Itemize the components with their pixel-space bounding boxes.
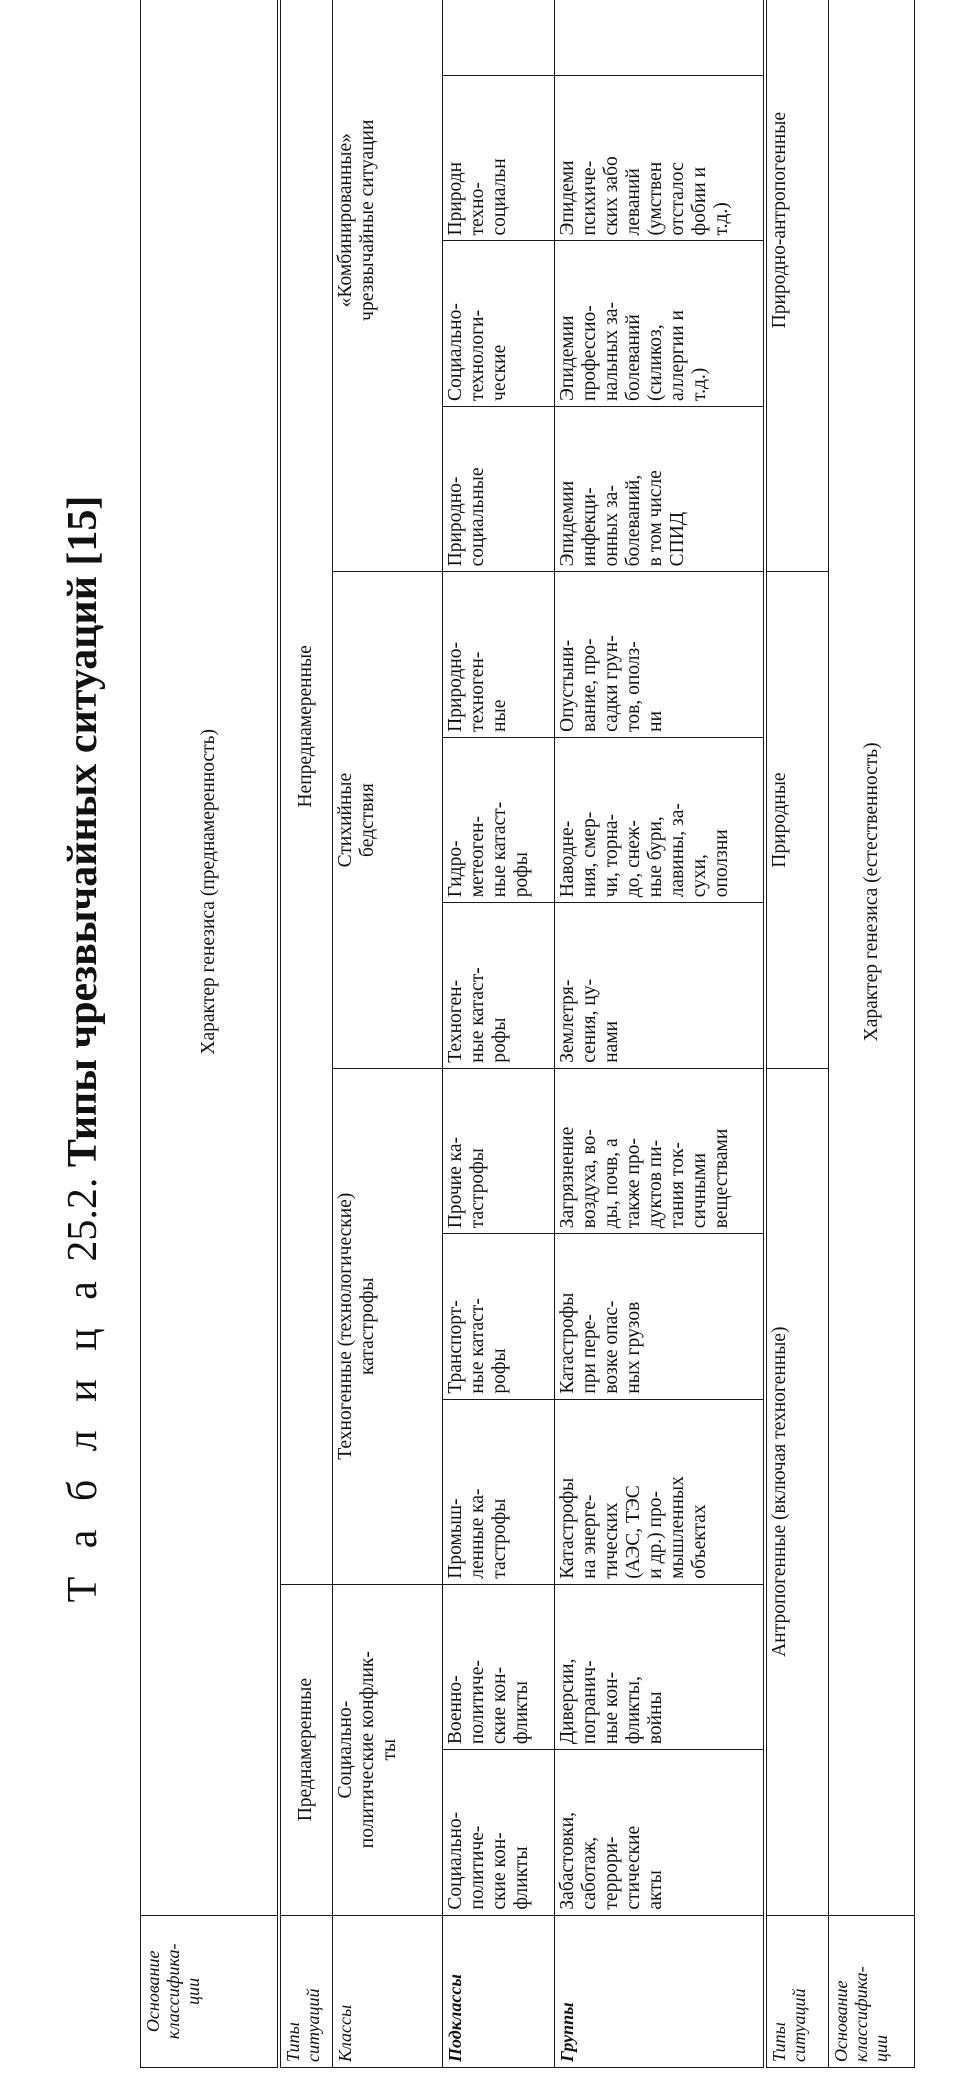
group-cell: Наводне- ния, смер- чи, торна- до, снеж- ные бури, лавины, за- сухи, оползни — [555, 737, 765, 902]
row-basis-top — [141, 0, 279, 2068]
class-technogenic: Техногенные (технологические) катастрофы — [333, 1068, 443, 1584]
subclass-cell — [443, 0, 555, 76]
subclass-cell: Военно- политиче- ские кон- фликты — [443, 1584, 555, 1749]
subclass-cell: Природно- техноген- ные — [443, 572, 555, 737]
subclass-cell: Социально- технологи- ческие — [443, 241, 555, 406]
group-cell: Эпидемии профессио- нальных за- болеваний (силикоз, аллергии и т.д.) — [555, 241, 765, 406]
title-number: 25.2. — [60, 1177, 106, 1262]
subclass-cell: Техноген- ные катаст- рофы — [443, 903, 555, 1068]
basis-bottom-cell: Характер генезиса (естественность) — [829, 0, 915, 1915]
type-intentional: Преднамеренные — [279, 1584, 333, 1915]
title-text: Типы чрезвычайных ситуаций [15] — [60, 495, 106, 1168]
emergency-types-table — [140, 0, 915, 2068]
label-basis-top: Основание классифика- ции — [141, 1915, 279, 2067]
group-cell: Катастрофы при пере- возке опас- ных грузов — [555, 1234, 765, 1399]
subclass-cell: Транспорт- ные катаст- рофы — [443, 1234, 555, 1399]
row-subclasses — [443, 0, 555, 2068]
row-basis-bottom — [829, 0, 915, 2068]
bottom-anthropogenic: Антропогенные (включая техногенные) — [765, 1068, 829, 1915]
type-unintentional: Непреднамеренные — [279, 0, 333, 1584]
group-cell: Опустыни- вание, про- садки грун- тов, ополз- ни — [555, 572, 765, 737]
class-combined: «Комбинированные» чрезвычайные ситуации — [333, 0, 443, 572]
group-cell: Диверсии, погранич- ные кон- фликты, войны — [555, 1584, 765, 1749]
class-natural: Стихийные бедствия — [333, 572, 443, 1068]
group-cell: Катастрофы на энерге- тических (АЭС, ТЭС и др.) про- мышленных объектах — [555, 1399, 765, 1584]
bottom-natural-anthropogenic: Природно-антропогенные — [765, 0, 829, 572]
label-types-top: Типы ситуаций — [279, 1915, 333, 2067]
group-cell — [555, 0, 765, 76]
label-types-bottom: Типы ситуаций — [765, 1915, 829, 2067]
group-cell: Забастовки, саботаж, террори- стические акты — [555, 1750, 765, 1915]
class-social: Социально- политические конфлик- ты — [333, 1584, 443, 1915]
group-cell: Загрязнение воздуха, во- ды, почв, а также про- дуктов пи- тания ток- сичными веществами — [555, 1068, 765, 1233]
group-cell: Эпидеми психиче- ских забо леваний (умствен отсталос фобии и т.д.) — [555, 76, 765, 241]
group-cell: Эпидемии инфекци- онных за- болеваний, в том числе СПИД — [555, 406, 765, 571]
subclass-cell: Природн техно- социальн — [443, 76, 555, 241]
subclass-cell: Социально- политиче- ские кон- фликты — [443, 1750, 555, 1915]
group-cell: Землетря- сения, цу- нами — [555, 903, 765, 1068]
table-title — [58, 0, 108, 2098]
bottom-natural: Природные — [765, 572, 829, 1068]
basis-top-cell: Характер генезиса (преднамеренность) — [141, 0, 279, 1915]
title-prefix: Т а б л и ц а — [60, 1272, 106, 1603]
label-basis-bottom: Основание классифика- ции — [829, 1915, 915, 2067]
subclass-cell: Промыш- ленные ка- тастрофы — [443, 1399, 555, 1584]
label-classes: Классы — [333, 1915, 443, 2067]
label-subclasses: Подклассы — [443, 1915, 555, 2067]
label-groups: Группы — [555, 1915, 765, 2067]
row-types-bottom — [765, 0, 829, 2068]
subclass-cell: Природно- социальные — [443, 406, 555, 571]
subclass-cell: Прочие ка- тастрофы — [443, 1068, 555, 1233]
row-classes — [333, 0, 443, 2068]
row-situation-types — [279, 0, 333, 2068]
subclass-cell: Гидро- метеоген- ные катаст- рофы — [443, 737, 555, 902]
row-groups — [555, 0, 765, 2068]
